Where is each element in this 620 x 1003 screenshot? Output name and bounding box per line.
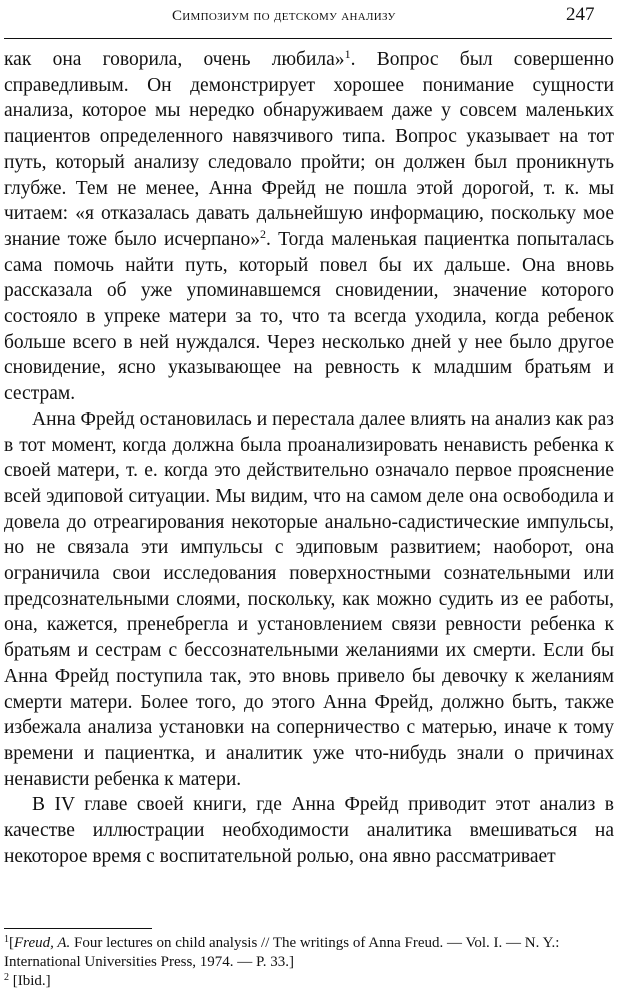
header-rule (4, 38, 612, 39)
paragraph-text: как она говорила, очень любила» (4, 49, 345, 70)
footnote-text: Four lectures on child analysis // The writings of Anna Freud. — Vol. I. — N. Y.: International Universities Press, 1974. — P. 33.] (4, 935, 560, 970)
running-title: Симпозиум по детскому анализу (172, 8, 396, 24)
paragraph-text: Анна Фрейд остановилась и перестала далее влиять на анализ как раз в тот момент, когда должна была проанализировать ненависть ребенка к своей матери, т. е. когда это действительно означало первое прояснение всей эдиповой ситуации. Мы видим, что на самом деле она освободила и довела до отреагирования некоторые анально-садистические импульсы, но не связала эти импульсы с эдиповым развитием; наоборот, она ограничила свои исследования поверхностными сознательными или предсознательными слоями, поскольку, как можно судить из ее работы, она, кажется, пренебрегла и установлением связи ревности ребенка к братьям и сестрам с бессознательными желаниями их смерти. Если бы Анна Фрейд поступила так, это вновь привело бы девочку к желаниям смерти матери. Более того, до этого Анна Фрейд, должно быть, также избежала анализа установки на соперничество с матерью, иначе к тому времени и пациентка, и аналитик уже что-нибудь знали о причинах ненависти ребенка к матери. (4, 408, 614, 790)
footnote-ref: 2 (260, 226, 266, 241)
footnotes (4, 934, 614, 991)
paragraph-text: . Тогда маленькая пациентка попыталась сама помочь найти путь, который повел бы их дальше. Она вновь рассказала об уже упоминавшемся сновидении, значение которого состояло в упреке матери за то, что та всегда уходила, когда ребенок больше всего в ней нуждался. Через несколько дней у нее было другое сновидение, ясно указывающее на ревность к младшим братьям и сестрам. (4, 228, 614, 405)
footnote-number: 1 (4, 934, 9, 945)
paragraph (4, 407, 614, 793)
footnote-text: [Ibid.] (9, 973, 51, 989)
paragraph (4, 792, 614, 869)
paragraph-text: В IV главе своей книги, где Анна Фрейд приводит этот анализ в качестве иллюстрации необходимости аналитика вмешиваться на некоторое время с воспитательной ролью, она явно рассматривает (4, 794, 614, 867)
paragraph (4, 47, 614, 407)
footnote-rule (4, 928, 152, 929)
footnote-bracket: [ (9, 935, 14, 951)
footnote (4, 972, 614, 991)
page-number: 247 (566, 4, 595, 25)
footnote-author: Freud, A. (14, 935, 71, 951)
footnote-number: 2 (4, 972, 9, 983)
body-text (4, 47, 614, 870)
footnote-ref: 1 (344, 47, 351, 61)
paragraph-text: . Вопрос был совершенно справедливым. Он демонстрирует хорошее понимание сущности анализа, которое мы нередко обнаруживаем даже у совсем маленьких пациентов определенного навязчивого типа. Вопрос указывает на тот путь, который анализу следовало пройти; он должен был проникнуть глубже. Тем не менее, Анна Фрейд не пошла этой дорогой, т. к. мы читаем: «я отказалась давать дальнейшую информацию, поскольку мое знание тоже было исчерпано» (4, 49, 615, 250)
footnote (4, 934, 614, 972)
page-header (0, 0, 620, 52)
